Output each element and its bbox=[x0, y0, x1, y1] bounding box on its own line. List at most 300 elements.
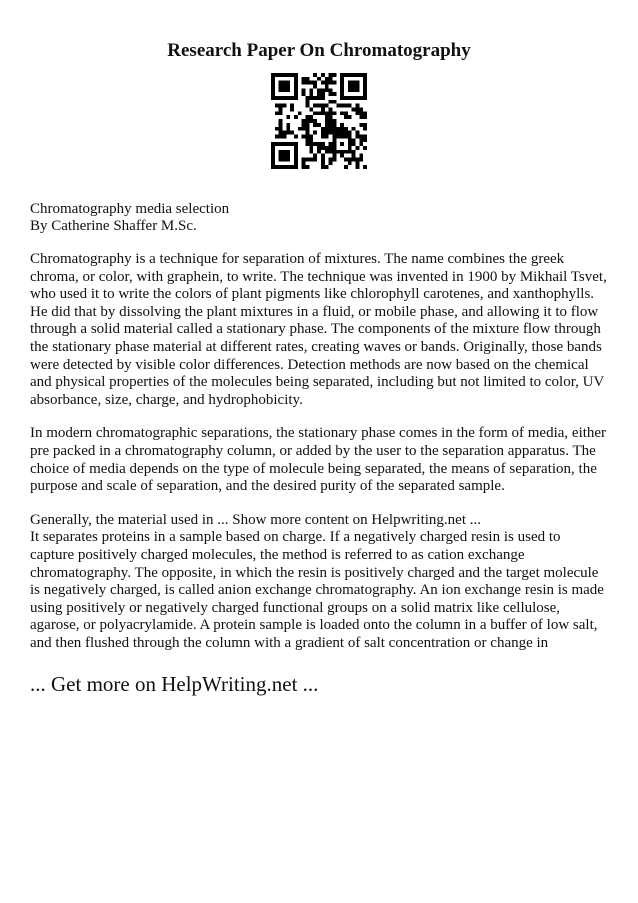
qr-module bbox=[336, 131, 340, 135]
qr-module bbox=[332, 150, 336, 154]
qr-module bbox=[363, 146, 367, 150]
qr-module bbox=[355, 104, 359, 108]
paragraph-show-more[interactable]: Generally, the material used in ... Show more content on Helpwriting.net ... bbox=[30, 511, 481, 528]
qr-module bbox=[283, 88, 287, 92]
qr-module bbox=[332, 134, 336, 138]
qr-module bbox=[329, 111, 333, 115]
qr-module bbox=[294, 150, 298, 154]
qr-module bbox=[363, 127, 367, 131]
qr-module bbox=[283, 142, 287, 146]
qr-module bbox=[271, 154, 275, 158]
qr-module bbox=[352, 154, 356, 158]
qr-module bbox=[317, 92, 321, 96]
qr-module bbox=[344, 115, 348, 119]
qr-module bbox=[271, 88, 275, 92]
qr-module bbox=[317, 146, 321, 150]
qr-module bbox=[332, 127, 336, 131]
qr-module bbox=[329, 88, 333, 92]
qr-module bbox=[355, 146, 359, 150]
qr-module bbox=[325, 77, 329, 81]
qr-module bbox=[302, 88, 306, 92]
qr-module bbox=[329, 150, 333, 154]
paragraph-ion-exchange: It separates proteins in a sample based on charge. If a negatively charged resin is used to capture positively charged molecules, the method is referred to as cation exchange chromatography. The opposite, in which the resin is positively charged and the target molecule is negatively charged, is called anion exchange chromatography. An ion exchange resin is made using positively or negatively charged functional groups on a solid matrix like cellulose, agarose, or polyacrylamide. A protein sample is loaded onto the column in a buffer of low salt, and then flushed through the column with a gradient of salt concentration or change in bbox=[30, 529, 604, 651]
qr-module bbox=[321, 154, 325, 158]
qr-module bbox=[355, 157, 359, 161]
qr-module bbox=[271, 142, 275, 146]
qr-module bbox=[352, 142, 356, 146]
qr-module bbox=[313, 119, 317, 123]
qr-module bbox=[355, 161, 359, 165]
qr-module bbox=[321, 81, 325, 85]
qr-module bbox=[321, 108, 325, 112]
qr-module bbox=[275, 73, 279, 77]
qr-module bbox=[317, 111, 321, 115]
qr-module bbox=[271, 92, 275, 96]
qr-module bbox=[306, 157, 310, 161]
qr-module bbox=[340, 134, 344, 138]
qr-module bbox=[355, 88, 359, 92]
qr-module bbox=[321, 161, 325, 165]
qr-module bbox=[286, 123, 290, 127]
qr-module bbox=[340, 88, 344, 92]
qr-module bbox=[340, 96, 344, 100]
qr-module bbox=[286, 157, 290, 161]
qr-module bbox=[321, 134, 325, 138]
qr-module bbox=[325, 127, 329, 131]
qr-module bbox=[359, 111, 363, 115]
qr-module bbox=[363, 138, 367, 142]
qr-module bbox=[329, 108, 333, 112]
qr-module bbox=[294, 81, 298, 85]
qr-module bbox=[290, 131, 294, 135]
qr-module bbox=[271, 165, 275, 169]
qr-module bbox=[344, 150, 348, 154]
qr-module bbox=[344, 96, 348, 100]
qr-module bbox=[321, 146, 325, 150]
qr-module bbox=[294, 161, 298, 165]
qr-module bbox=[329, 119, 333, 123]
qr-module bbox=[325, 146, 329, 150]
qr-module bbox=[290, 108, 294, 112]
qr-module bbox=[348, 73, 352, 77]
qr-module bbox=[344, 131, 348, 135]
qr-module bbox=[283, 165, 287, 169]
qr-module bbox=[283, 85, 287, 89]
qr-module bbox=[321, 157, 325, 161]
qr-module bbox=[348, 150, 352, 154]
qr-module bbox=[325, 85, 329, 89]
document-title: Research Paper On Chromatography bbox=[167, 40, 471, 61]
qr-module bbox=[348, 88, 352, 92]
qr-module bbox=[294, 157, 298, 161]
qr-module bbox=[348, 131, 352, 135]
qr-module bbox=[325, 111, 329, 115]
qr-module bbox=[321, 92, 325, 96]
qr-module bbox=[325, 115, 329, 119]
qr-module bbox=[279, 123, 283, 127]
qr-module bbox=[286, 165, 290, 169]
qr-module bbox=[317, 77, 321, 81]
qr-module bbox=[271, 77, 275, 81]
qr-module bbox=[271, 73, 275, 77]
qr-module bbox=[329, 127, 333, 131]
qr-module bbox=[294, 77, 298, 81]
qr-module bbox=[348, 138, 352, 142]
qr-module bbox=[309, 81, 313, 85]
qr-module bbox=[309, 92, 313, 96]
qr-module bbox=[306, 115, 310, 119]
qr-module bbox=[309, 142, 313, 146]
qr-module bbox=[279, 154, 283, 158]
qr-module bbox=[359, 123, 363, 127]
qr-module bbox=[359, 73, 363, 77]
qr-module bbox=[332, 100, 336, 104]
qr-module bbox=[294, 142, 298, 146]
qr-module bbox=[309, 88, 313, 92]
qr-module bbox=[306, 77, 310, 81]
qr-module bbox=[283, 157, 287, 161]
qr-module bbox=[332, 81, 336, 85]
qr-module bbox=[286, 131, 290, 135]
qr-module bbox=[355, 111, 359, 115]
qr-module bbox=[290, 73, 294, 77]
qr-module bbox=[279, 165, 283, 169]
qr-module bbox=[309, 115, 313, 119]
qr-module bbox=[309, 119, 313, 123]
qr-module bbox=[352, 85, 356, 89]
qr-module bbox=[302, 165, 306, 169]
qr-module bbox=[283, 150, 287, 154]
qr-module bbox=[286, 81, 290, 85]
qr-module bbox=[348, 134, 352, 138]
qr-module bbox=[286, 73, 290, 77]
qr-module bbox=[313, 111, 317, 115]
qr-module bbox=[306, 138, 310, 142]
qr-module bbox=[348, 157, 352, 161]
qr-module bbox=[340, 77, 344, 81]
qr-module bbox=[306, 142, 310, 146]
qr-module bbox=[332, 146, 336, 150]
qr-module bbox=[313, 96, 317, 100]
qr-module bbox=[309, 138, 313, 142]
qr-module bbox=[352, 127, 356, 131]
qr-module bbox=[298, 127, 302, 131]
qr-module bbox=[359, 96, 363, 100]
qr-module bbox=[336, 104, 340, 108]
qr-module bbox=[344, 157, 348, 161]
qr-module bbox=[325, 81, 329, 85]
qr-module bbox=[344, 104, 348, 108]
qr-module bbox=[348, 146, 352, 150]
qr-module bbox=[317, 123, 321, 127]
qr-module bbox=[359, 115, 363, 119]
qr-module bbox=[325, 134, 329, 138]
qr-module bbox=[317, 150, 321, 154]
qr-module bbox=[363, 77, 367, 81]
qr-module bbox=[313, 104, 317, 108]
qr-module bbox=[329, 92, 333, 96]
qr-module bbox=[279, 157, 283, 161]
qr-module bbox=[352, 81, 356, 85]
qr-module bbox=[340, 127, 344, 131]
qr-module bbox=[279, 150, 283, 154]
qr-module bbox=[352, 73, 356, 77]
qr-module bbox=[306, 134, 310, 138]
qr-module bbox=[329, 146, 333, 150]
qr-module bbox=[348, 104, 352, 108]
qr-module bbox=[355, 134, 359, 138]
qr-module bbox=[321, 142, 325, 146]
qr-module bbox=[321, 73, 325, 77]
qr-module bbox=[294, 73, 298, 77]
qr-module bbox=[279, 81, 283, 85]
qr-module bbox=[306, 104, 310, 108]
qr-module bbox=[306, 100, 310, 104]
qr-module bbox=[294, 92, 298, 96]
qr-module bbox=[313, 85, 317, 89]
qr-module bbox=[283, 73, 287, 77]
qr-module bbox=[313, 157, 317, 161]
qr-module bbox=[317, 96, 321, 100]
qr-module bbox=[344, 134, 348, 138]
qr-module bbox=[271, 85, 275, 89]
subtitle: Chromatography media selection bbox=[30, 201, 230, 217]
qr-module bbox=[344, 111, 348, 115]
qr-module bbox=[352, 88, 356, 92]
qr-module bbox=[359, 157, 363, 161]
qr-module bbox=[325, 150, 329, 154]
qr-module bbox=[279, 134, 283, 138]
qr-module bbox=[271, 146, 275, 150]
qr-module bbox=[279, 131, 283, 135]
qr-module bbox=[302, 157, 306, 161]
qr-module bbox=[271, 81, 275, 85]
qr-module bbox=[294, 134, 298, 138]
qr-module bbox=[283, 104, 287, 108]
qr-module bbox=[302, 119, 306, 123]
paragraph-media: In modern chromatographic separations, the stationary phase comes in the form of media, either pre packed in a chromatography column, or added by the user to the separation apparatus. The choice of media depends on the type of molecule being separated, the means of separation, the purpose and scale of separation, and the desired purity of the separated sample. bbox=[30, 425, 607, 495]
qr-module bbox=[329, 157, 333, 161]
qr-module bbox=[286, 96, 290, 100]
qr-module bbox=[294, 154, 298, 158]
qr-module bbox=[325, 131, 329, 135]
qr-module bbox=[294, 88, 298, 92]
qr-module bbox=[313, 123, 317, 127]
qr-module bbox=[275, 96, 279, 100]
qr-code-icon bbox=[271, 73, 367, 169]
qr-module bbox=[283, 134, 287, 138]
qr-module bbox=[279, 127, 283, 131]
qr-module bbox=[325, 104, 329, 108]
qr-module bbox=[279, 88, 283, 92]
qr-module bbox=[329, 123, 333, 127]
qr-module bbox=[283, 131, 287, 135]
qr-module bbox=[313, 73, 317, 77]
qr-module bbox=[271, 157, 275, 161]
qr-module bbox=[348, 142, 352, 146]
qr-module bbox=[302, 127, 306, 131]
qr-module bbox=[283, 154, 287, 158]
qr-module bbox=[332, 73, 336, 77]
qr-code-graphic bbox=[271, 73, 367, 169]
qr-module bbox=[359, 138, 363, 142]
qr-module bbox=[309, 134, 313, 138]
qr-module bbox=[329, 131, 333, 135]
qr-module bbox=[352, 157, 356, 161]
qr-module bbox=[355, 131, 359, 135]
qr-module bbox=[329, 81, 333, 85]
qr-module bbox=[355, 96, 359, 100]
qr-module bbox=[298, 111, 302, 115]
qr-module bbox=[332, 111, 336, 115]
qr-module bbox=[275, 127, 279, 131]
paragraph-intro: Chromatography is a technique for separation of mixtures. The name combines the greek chroma, or color, with graphein, to write. The technique was invented in 1900 by Mikhail Tsvet, who used it to write the colors of plant pigments like chlorophyll carotenes, and xanthophylls. He did that by dissolving the plant mixtures in a fluid, or mobile phase, and allowing it to flow through a solid material called a stationary phase. The components of the mixture flow through the stationary phase material at different rates, creating waves or bands. Originally, those bands were detected by visible color differences. Detection methods are now based on the chemical and physical properties of the molecules being separated, including but not limited to color, UV absorbance, size, charge, and hydrophobicity. bbox=[30, 251, 607, 408]
qr-module bbox=[290, 142, 294, 146]
qr-module bbox=[340, 131, 344, 135]
qr-module bbox=[294, 85, 298, 89]
qr-module bbox=[279, 111, 283, 115]
qr-module bbox=[290, 104, 294, 108]
qr-module bbox=[286, 154, 290, 158]
qr-module bbox=[336, 150, 340, 154]
qr-module bbox=[279, 142, 283, 146]
qr-module bbox=[286, 142, 290, 146]
qr-module bbox=[309, 96, 313, 100]
qr-module bbox=[363, 85, 367, 89]
qr-module bbox=[306, 123, 310, 127]
qr-module bbox=[321, 127, 325, 131]
qr-module bbox=[352, 150, 356, 154]
qr-module bbox=[340, 111, 344, 115]
qr-module bbox=[321, 104, 325, 108]
qr-module bbox=[355, 81, 359, 85]
qr-module bbox=[348, 161, 352, 165]
qr-module bbox=[309, 146, 313, 150]
qr-module bbox=[302, 81, 306, 85]
qr-module bbox=[352, 138, 356, 142]
get-more-link[interactable]: ... Get more on HelpWriting.net ... bbox=[30, 672, 319, 697]
qr-module bbox=[306, 131, 310, 135]
qr-module bbox=[286, 150, 290, 154]
qr-module bbox=[363, 165, 367, 169]
qr-module bbox=[329, 115, 333, 119]
qr-module bbox=[302, 134, 306, 138]
qr-module bbox=[359, 108, 363, 112]
qr-module bbox=[355, 165, 359, 169]
qr-module bbox=[340, 73, 344, 77]
qr-module bbox=[286, 88, 290, 92]
qr-module bbox=[321, 131, 325, 135]
qr-module bbox=[352, 96, 356, 100]
qr-module bbox=[340, 142, 344, 146]
qr-module bbox=[359, 142, 363, 146]
qr-module bbox=[321, 165, 325, 169]
qr-module bbox=[306, 96, 310, 100]
qr-module bbox=[352, 108, 356, 112]
qr-module bbox=[332, 92, 336, 96]
qr-module bbox=[317, 88, 321, 92]
author: By Catherine Shaffer M.Sc. bbox=[30, 218, 197, 234]
qr-module bbox=[302, 161, 306, 165]
qr-module bbox=[279, 73, 283, 77]
qr-module bbox=[283, 96, 287, 100]
qr-module bbox=[302, 123, 306, 127]
qr-module bbox=[348, 115, 352, 119]
qr-module bbox=[348, 96, 352, 100]
qr-module bbox=[348, 81, 352, 85]
qr-module bbox=[275, 134, 279, 138]
qr-module bbox=[283, 81, 287, 85]
qr-module bbox=[363, 123, 367, 127]
qr-module bbox=[290, 96, 294, 100]
qr-module bbox=[340, 123, 344, 127]
qr-module bbox=[332, 157, 336, 161]
qr-module bbox=[340, 92, 344, 96]
qr-module bbox=[336, 127, 340, 131]
qr-module bbox=[279, 96, 283, 100]
qr-module bbox=[313, 154, 317, 158]
qr-module bbox=[332, 123, 336, 127]
qr-module bbox=[340, 150, 344, 154]
qr-module bbox=[363, 115, 367, 119]
qr-module bbox=[286, 85, 290, 89]
qr-module bbox=[332, 131, 336, 135]
byline bbox=[30, 201, 608, 235]
qr-module bbox=[317, 142, 321, 146]
qr-module bbox=[306, 119, 310, 123]
qr-module bbox=[363, 111, 367, 115]
qr-module bbox=[332, 119, 336, 123]
qr-module bbox=[363, 81, 367, 85]
qr-module bbox=[309, 150, 313, 154]
qr-module bbox=[332, 142, 336, 146]
qr-module bbox=[306, 165, 310, 169]
qr-module bbox=[325, 119, 329, 123]
qr-module bbox=[306, 127, 310, 131]
qr-module bbox=[294, 165, 298, 169]
qr-module bbox=[355, 108, 359, 112]
qr-module bbox=[363, 73, 367, 77]
qr-module bbox=[309, 108, 313, 112]
qr-module bbox=[340, 154, 344, 158]
qr-module bbox=[329, 161, 333, 165]
qr-module bbox=[279, 85, 283, 89]
qr-module bbox=[363, 134, 367, 138]
qr-module bbox=[344, 127, 348, 131]
qr-module bbox=[332, 138, 336, 142]
qr-module bbox=[359, 134, 363, 138]
qr-module bbox=[290, 165, 294, 169]
qr-module bbox=[275, 104, 279, 108]
qr-module bbox=[340, 81, 344, 85]
qr-module bbox=[286, 115, 290, 119]
qr-module bbox=[302, 92, 306, 96]
qr-module bbox=[317, 104, 321, 108]
qr-module bbox=[313, 131, 317, 135]
qr-module bbox=[344, 73, 348, 77]
qr-module bbox=[363, 92, 367, 96]
qr-module bbox=[313, 142, 317, 146]
qr-module bbox=[271, 161, 275, 165]
qr-module bbox=[275, 111, 279, 115]
qr-module bbox=[309, 157, 313, 161]
qr-module bbox=[325, 88, 329, 92]
qr-module bbox=[348, 85, 352, 89]
qr-module bbox=[344, 165, 348, 169]
qr-module bbox=[336, 134, 340, 138]
qr-module bbox=[286, 127, 290, 131]
qr-module bbox=[359, 154, 363, 158]
